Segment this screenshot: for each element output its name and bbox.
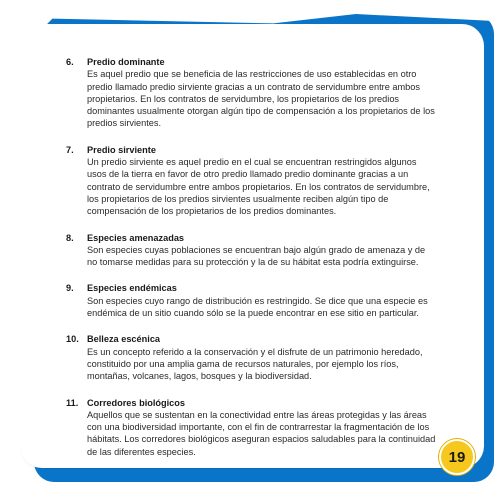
glossary-entry-7 xyxy=(66,144,436,218)
entry-definition: Es un concepto referido a la conservación y el disfrute de un patrimonio heredado, constituido por una amplia gama de recursos naturales, por ejemplo los ríos, montañas, volcanes, lagos, bosques y la biodiversidad. xyxy=(87,346,423,382)
glossary-entry-6 xyxy=(66,56,436,130)
entry-definition: Un predio sirviente es aquel predio en el cual se encuentran restringidos algunos usos de la tierra en favor de otro predio llamado predio dominante gracias a un contrato de servidumbre entre ambos propietarios. En los contratos de servidumbre, los propietarios de los predios sirvientes usualmente reciben algún tipo de compensación de los propietarios de los predios dominantes. xyxy=(87,157,430,217)
entry-term: Corredores biológicos xyxy=(87,397,186,408)
glossary-entry-8 xyxy=(66,232,436,269)
entry-term: Especies amenazadas xyxy=(87,232,185,243)
glossary-entry-10 xyxy=(66,333,436,382)
entry-term: Especies endémicas xyxy=(87,283,177,294)
entry-term: Predio dominante xyxy=(87,57,165,67)
page-number-badge: 19 xyxy=(439,439,475,475)
entry-definition: Son especies cuyo rango de distribución es restringido. Se dice que una especie es endémica de un sitio cuando sólo se la puede encontrar en ese sitio en particular. xyxy=(87,295,428,319)
entry-definition: Son especies cuyas poblaciones se encuentran bajo algún grado de amenaza y de no tomarse medidas para su protección y la de su hábitat esta podría extinguirse. xyxy=(87,244,426,268)
glossary-entry-9 xyxy=(66,282,436,319)
glossary-entry-11 xyxy=(66,397,436,458)
entry-number: 9. xyxy=(66,283,74,294)
entry-term: Predio sirviente xyxy=(87,144,156,155)
entry-number: 8. xyxy=(66,232,74,243)
entry-number: 10. xyxy=(66,334,79,345)
entry-number: 11. xyxy=(66,397,79,408)
entry-number: 7. xyxy=(66,144,74,155)
entry-definition: Es aquel predio que se beneficia de las restricciones de uso establecidas en otro predio llamado predio sirviente gracias a un contrato de servidumbre entre ambos propietarios. En los contratos de servidumbre, los propietarios de los predios dominantes usualmente otorgan algún tipo de compensación a los propietarios de los predios sirvientes. xyxy=(87,69,435,129)
entry-term: Belleza escénica xyxy=(87,334,161,345)
entry-definition: Aquellos que se sustentan en la conectividad entre las áreas protegidas y las áreas con una biodiversidad importante, con el fin de contrarrestar la fragmentación de los hábitats. Los corredores biológicos aseguran espacios saludables para la continuidad de las diferentes especies. xyxy=(87,409,436,457)
glossary-list xyxy=(66,56,436,472)
entry-number: 6. xyxy=(66,57,74,67)
